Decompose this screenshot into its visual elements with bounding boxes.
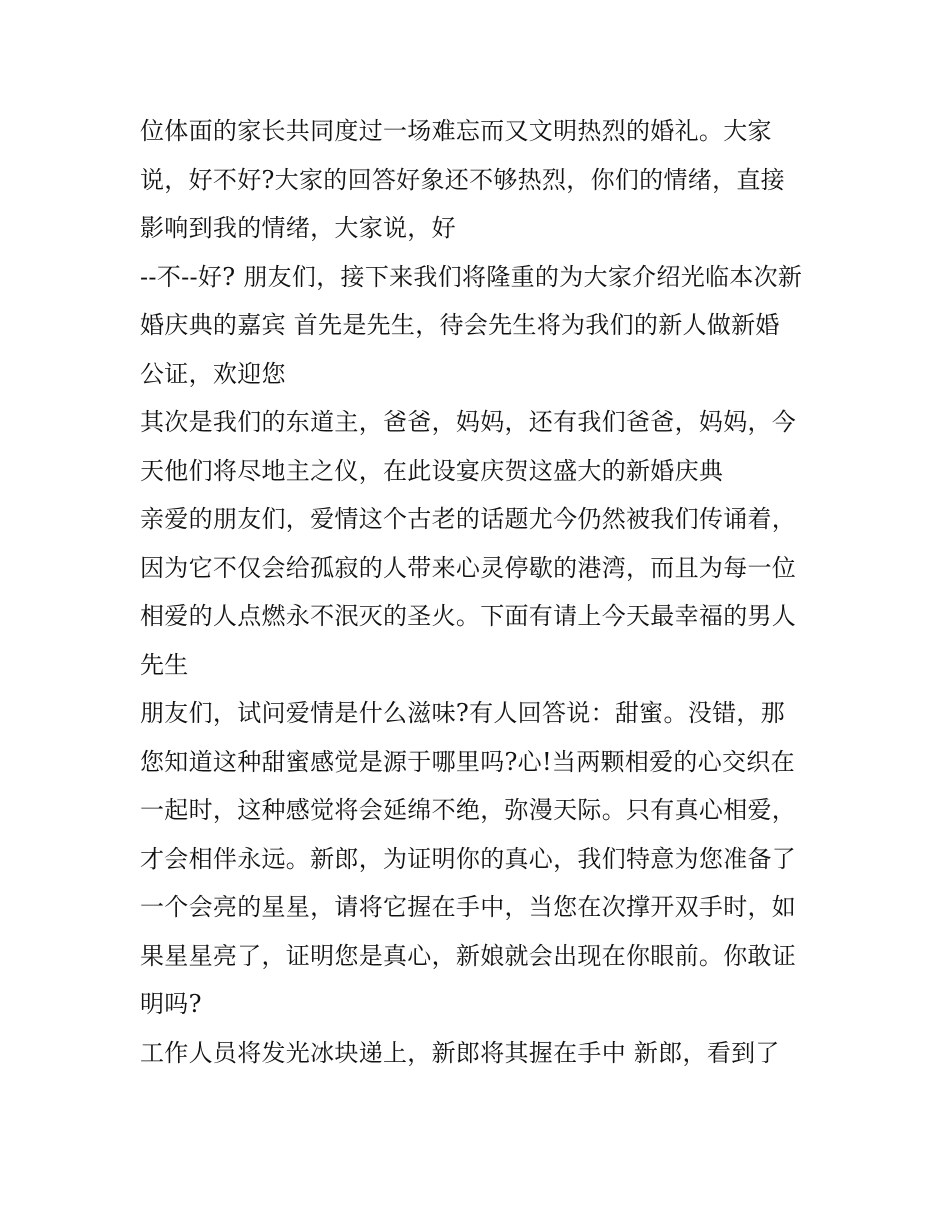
text-line: 先生: [140, 650, 189, 679]
text-line: 您知道这种甜蜜感觉是源于哪里吗?心!当两颗相爱的心交织在: [140, 747, 795, 776]
text-line: 明吗?: [140, 990, 202, 1018]
text-line: 其次是我们的东道主，爸爸，妈妈，还有我们爸爸，妈妈，今: [140, 408, 797, 436]
text-line: 才会相伴永远。新郎，为证明你的真心，我们特意为您准备了: [140, 844, 797, 873]
text-line: 婚庆典的嘉宾 首先是先生，待会先生将为我们的新人做新婚: [140, 311, 780, 339]
text-line: 公证，欢迎您: [140, 359, 286, 388]
text-line: 天他们将尽地主之仪，在此设宴庆贺这盛大的新婚庆典: [140, 456, 724, 485]
text-line: --不--好? 朋友们，接下来我们将隆重的为大家介绍光临本次新: [140, 262, 803, 291]
text-line: 一起时，这种感觉将会延绵不绝，弥漫天际。只有真心相爱，: [140, 796, 797, 824]
text-line: 果星星亮了，证明您是真心，新娘就会出现在你眼前。你敢证: [140, 941, 797, 970]
text-line: 影响到我的情绪，大家说，好: [140, 214, 456, 242]
text-line: 朋友们，试问爱情是什么滋味?有人回答说：甜蜜。没错，那: [140, 699, 785, 727]
text-line: 因为它不仅会给孤寂的人带来心灵停歇的港湾，而且为每一位: [140, 553, 797, 582]
text-line: 说，好不好?大家的回答好象还不够热烈，你们的情绪，直接: [140, 165, 785, 194]
text-line: 亲爱的朋友们，爱情这个古老的话题尤今仍然被我们传诵着，: [140, 505, 797, 533]
text-line: 一个会亮的星星，请将它握在手中，当您在次撑开双手时，如: [140, 893, 797, 921]
body-text: [140, 107, 820, 1077]
text-line: 相爱的人点燃永不泯灭的圣火。下面有请上今天最幸福的男人: [140, 602, 797, 630]
text-line: 位体面的家长共同度过一场难忘而又文明热烈的婚礼。大家: [140, 117, 772, 145]
text-line: 工作人员将发光冰块递上，新郎将其握在手中 新郎，看到了: [140, 1038, 780, 1067]
